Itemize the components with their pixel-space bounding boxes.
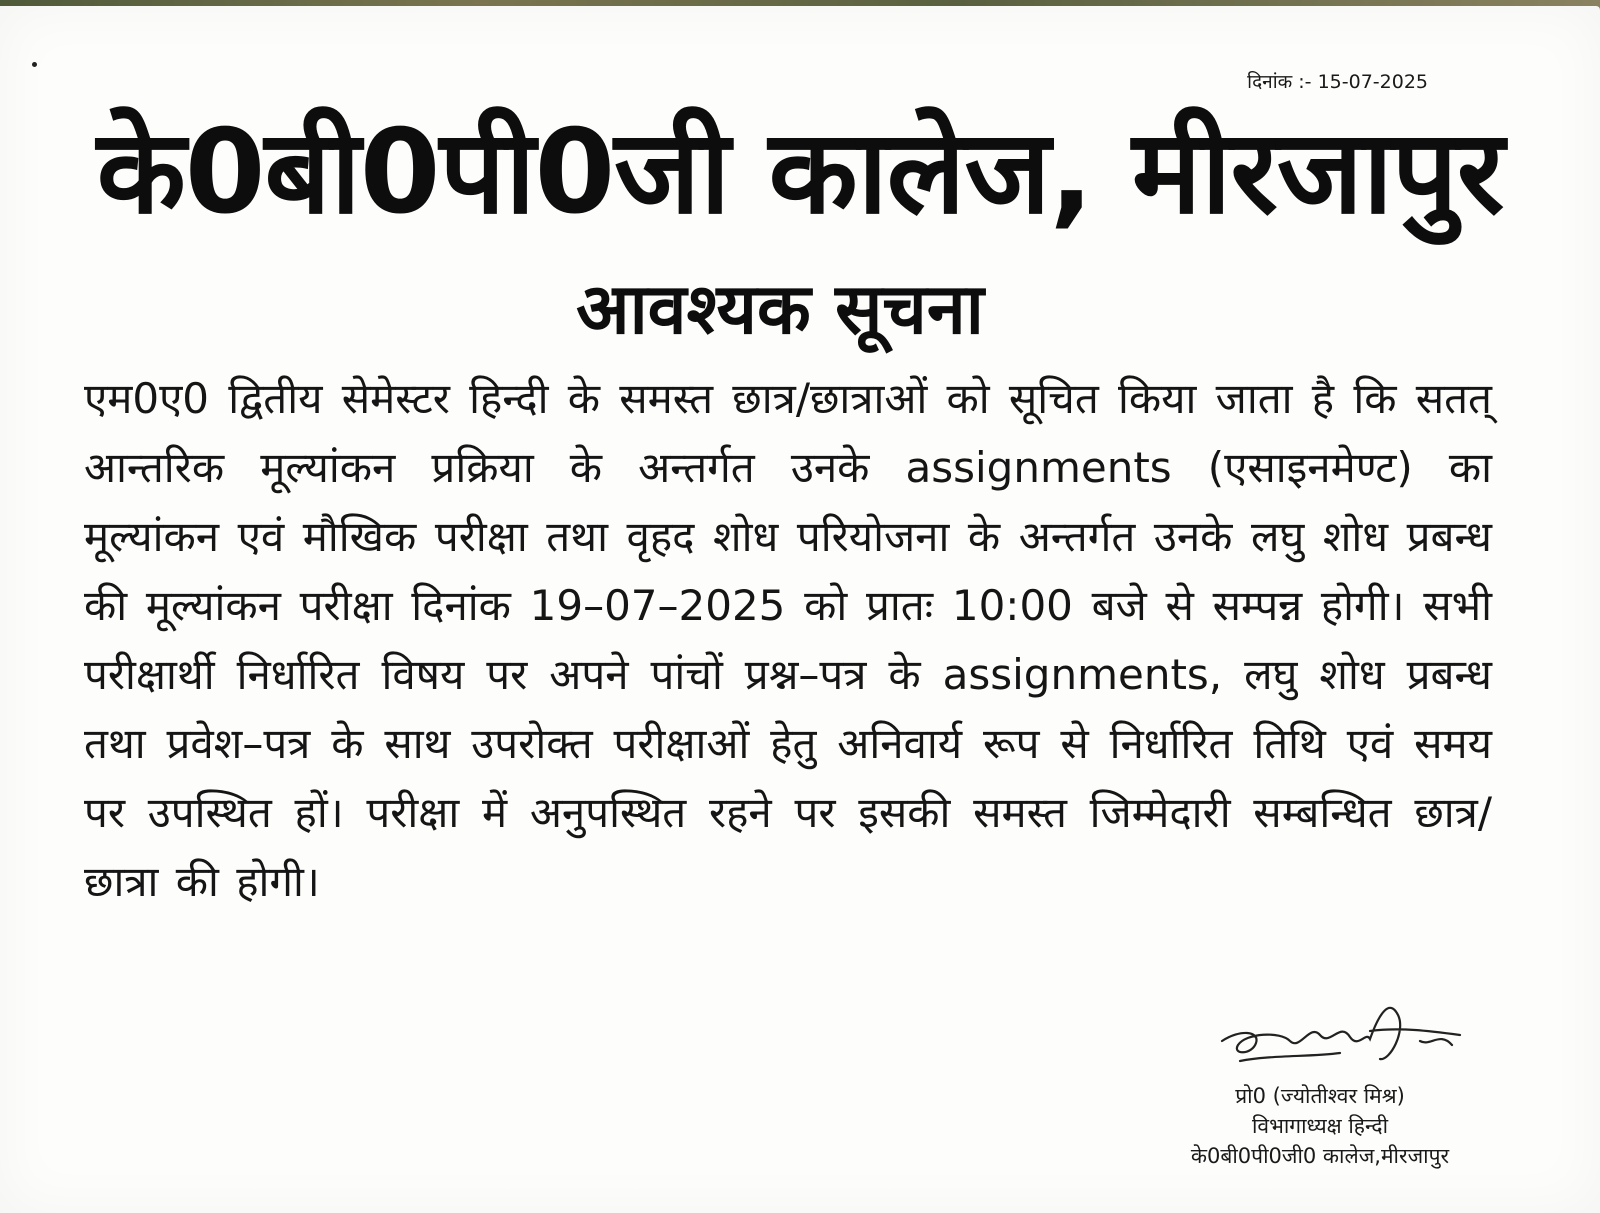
notice-heading: आवश्यक सूचना	[576, 268, 984, 350]
handwritten-signature	[1220, 1001, 1470, 1076]
signatory-designation: विभागाध्यक्ष हिन्दी	[1251, 1114, 1389, 1138]
college-name: के0बी0पी0जी कालेज, मीरजापुर	[96, 105, 1504, 240]
notice-body-text: एम0ए0 द्वितीय सेमेस्टर हिन्दी के समस्त छात्र/छात्राओं को सूचित किया जाता है कि सतत् आन्तरिक मूल्यांकन प्रक्रिया के अन्तर्गत उनके assignments (एसाइनमेण्ट) का मूल्यांकन एवं मौखिक परीक्षा तथा वृहद शोध परियोजना के अन्तर्गत उनके लघु शोध प्रबन्ध की मूल्यांकन परीक्षा दिनांक 19–07–2025 को प्रातः 10:00 बजे से सम्पन्न होगी। सभी परीक्षार्थी निर्धारित विषय पर अपने पांचों प्रश्न–पत्र के assignments, लघु शोध प्रबन्ध तथा प्रवेश–पत्र के साथ उपरोक्त परीक्षाओं हेतु अनिवार्य रूप से निर्धारित तिथि एवं समय पर उपस्थित हों। परीक्षा में अनुपस्थित रहने पर इसकी समस्त जिम्मेदारी सम्बन्धित छात्र/छात्रा की होगी।	[84, 374, 1492, 906]
notice-paper	[0, 6, 1600, 1213]
paper-speck	[32, 62, 37, 67]
signatory-institution: के0बी0पी0जी0 कालेज,मीरजापुर	[1190, 1144, 1450, 1168]
notice-date: दिनांक :- 15-07-2025	[1247, 71, 1428, 93]
signatory-block	[1170, 1081, 1470, 1171]
signatory-name: प्रो0 (ज्योतीश्वर मिश्र)	[1235, 1084, 1405, 1108]
